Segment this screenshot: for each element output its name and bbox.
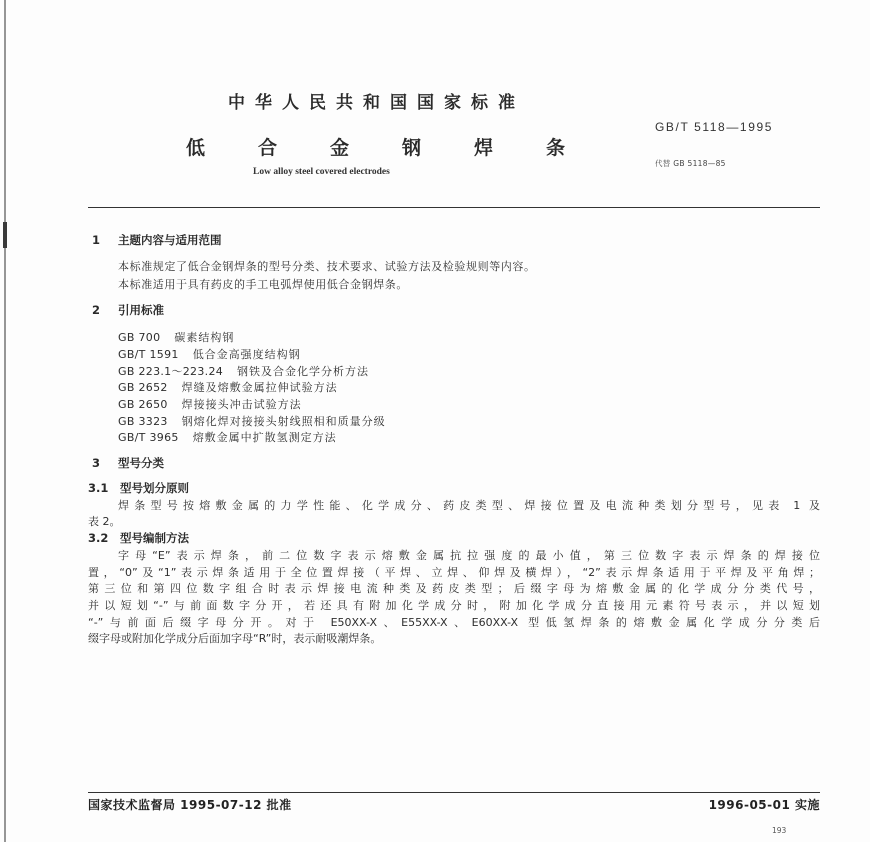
paragraph-line: 表 2。 [88, 515, 121, 528]
section-title: 引用标准 [118, 303, 164, 317]
subsection-title: 型号编制方法 [120, 531, 189, 545]
section-heading-3 [92, 455, 164, 471]
paragraph-line: 本标准适用于具有药皮的手工电弧焊使用低合金钢焊条。 [118, 278, 408, 291]
reference-item [118, 363, 369, 379]
paragraph-line: 置，“0”及“1”表示焊条适用于全位置焊接（平焊、立焊、仰焊及横焊），“2”表示焊条适用于平焊及平角焊； [88, 566, 820, 579]
section-title: 型号分类 [118, 456, 164, 470]
paragraph-line: 第三位和第四位数字组合时表示焊接电流种类及药皮类型；后缀字母为熔敷金属的化学成分分类代号， [88, 582, 820, 595]
document-title: 低合金钢焊条 [186, 137, 619, 159]
reference-item [118, 429, 337, 445]
scan-edge [4, 0, 6, 842]
effective-date: 1996-05-01 实施 [708, 798, 820, 812]
section-title: 主题内容与适用范围 [118, 233, 222, 247]
replaces-standard: 代替 GB 5118—85 [655, 159, 726, 168]
section-number: 1 [92, 233, 101, 247]
reference-code: GB 700 [118, 331, 161, 344]
subsection-title: 型号划分原则 [120, 481, 189, 495]
footer-divider [88, 792, 820, 793]
subsection-heading-3-1 [88, 480, 189, 496]
reference-title: 熔敷金属中扩散氢测定方法 [192, 431, 337, 444]
paragraph-line: 字母“E”表示焊条，前二位数字表示熔敷金属抗拉强度的最小值，第三位数字表示焊条的焊接位 [118, 549, 820, 562]
reference-title: 碳素结构钢 [174, 331, 235, 344]
document-title-english: Low alloy steel covered electrodes [253, 167, 390, 177]
reference-title: 焊缝及熔敷金属拉伸试验方法 [181, 381, 338, 394]
reference-title: 低合金高强度结构钢 [192, 348, 301, 361]
reference-title: 钢熔化焊对接接头射线照相和质量分级 [181, 415, 386, 428]
reference-code: GB 223.1～223.24 [118, 365, 224, 378]
subsection-number: 3.1 [88, 481, 109, 495]
reference-code: GB 2652 [118, 381, 168, 394]
standard-number: GB/T 5118—1995 [655, 120, 774, 134]
reference-item [118, 329, 234, 345]
reference-item [118, 379, 338, 395]
reference-code: GB 3323 [118, 415, 168, 428]
reference-code: GB/T 3965 [118, 431, 179, 444]
reference-code: GB 2650 [118, 398, 168, 411]
paragraph-line: “-”与前面后缀字母分开。对于 E50XX-X、E55XX-X、E60XX-X 型低氢焊条的熔敷金属化学成分分类后 [88, 616, 820, 629]
scan-edge-mark [3, 222, 7, 248]
reference-item [118, 396, 302, 412]
paragraph-line: 缀字母或附加化学成分后面加字母“R”时，表示耐吸潮焊条。 [88, 632, 382, 645]
reference-code: GB/T 1591 [118, 348, 179, 361]
reference-title: 焊接接头冲击试验方法 [181, 398, 302, 411]
reference-item [118, 413, 386, 429]
paragraph-line: 本标准规定了低合金钢焊条的型号分类、技术要求、试验方法及检验规则等内容。 [118, 260, 536, 273]
paragraph-line: 并以短划“-”与前面数字分开，若还具有附加化学成分时，附加化学成分直接用元素符号表示，并以短划 [88, 599, 820, 612]
section-number: 2 [92, 303, 101, 317]
paragraph-line: 焊条型号按熔敷金属的力学性能、化学成分、药皮类型、焊接位置及电流种类划分型号，见表 1 及 [118, 499, 820, 512]
reference-item [118, 346, 301, 362]
subsection-heading-3-2 [88, 530, 189, 546]
section-number: 3 [92, 456, 101, 470]
page-number: 193 [772, 826, 787, 835]
subsection-number: 3.2 [88, 531, 109, 545]
issuing-body-title: 中华人民共和国国家标准 [228, 93, 525, 113]
section-heading-2 [92, 302, 164, 318]
approval-date: 国家技术监督局 1995-07-12 批准 [88, 798, 292, 812]
header-divider [88, 207, 820, 208]
reference-title: 钢铁及合金化学分析方法 [237, 365, 370, 378]
section-heading-1 [92, 232, 222, 248]
